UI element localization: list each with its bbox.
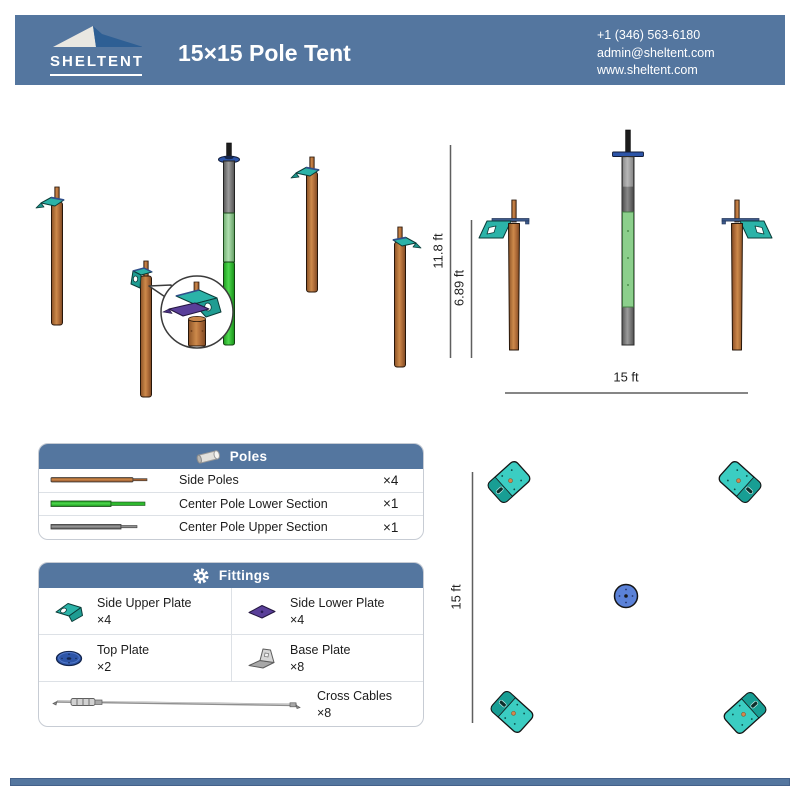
row-qty: ×1 [383,496,399,512]
table-row [39,515,423,539]
center-pole-upper-icon [49,522,169,532]
fittings-table [38,562,424,727]
elevation-view [451,130,773,393]
contact-block [597,27,715,80]
iso-center-pole [219,143,240,345]
fitting-name: Side Upper Plate [97,595,192,610]
fitting-qty: ×8 [290,659,305,674]
row-name: Center Pole Lower Section [179,496,328,511]
row-name: Center Pole Upper Section [179,520,328,535]
footer-bar [10,778,790,786]
iso-side-pole-3 [291,157,319,292]
iso-side-pole-2 [131,261,152,397]
row-name: Side Poles [179,473,239,488]
fitting-cell [231,588,423,634]
fitting-qty: ×8 [317,705,332,720]
fittings-table-header [39,563,423,588]
plan-center-top-plate [615,585,638,608]
side-lower-plate-icon [246,599,280,623]
poles-table-header [39,444,423,469]
cross-cable-icon [51,696,303,712]
iso-side-pole-4 [393,227,421,367]
elevation-center-pole [613,130,644,345]
dimension-depth: 15 ft [448,584,464,610]
plan-view [473,460,768,736]
tent-logo-icon [50,25,142,53]
base-plate-icon [246,645,280,671]
contact-phone: +1 (346) 563-6180 [597,28,701,42]
page-title: 15×15 Pole Tent [178,40,351,66]
iso-side-pole-1 [36,187,64,325]
fittings-table-title: Fittings [218,568,271,583]
center-pole-lower-icon [49,499,169,509]
fitting-cell [39,588,231,634]
fitting-name: Side Lower Plate [290,595,385,610]
dimension-total-height: 11.8 ft [430,233,446,269]
contact-website: www.sheltent.com [597,63,698,77]
row-qty: ×4 [383,472,399,488]
brand-name: SHELTENT [50,53,142,76]
dimension-side-height: 6.89 ft [451,269,467,307]
fitting-cell [231,634,423,681]
gear-icon [192,567,210,585]
poles-table-title: Poles [229,449,268,464]
fitting-qty: ×2 [97,659,112,674]
fitting-name: Top Plate [97,642,150,657]
poles-table [38,443,424,540]
fitting-qty: ×4 [97,612,112,627]
row-qty: ×1 [383,519,399,535]
fitting-qty: ×4 [290,612,305,627]
fitting-name: Base Plate [290,642,351,657]
header-band [15,15,785,85]
tube-icon [195,449,221,465]
fitting-cell-cross-cables [39,681,423,726]
dimension-span: 15 ft [613,369,639,385]
table-row [39,492,423,516]
side-pole-icon [49,475,169,485]
contact-email: admin@sheltent.com [597,45,715,60]
top-plate-icon [53,646,87,671]
table-row [39,469,423,492]
detail-callout [149,276,233,348]
side-upper-plate-icon [53,598,87,624]
fitting-cell [39,634,231,681]
fitting-name: Cross Cables [317,688,393,703]
